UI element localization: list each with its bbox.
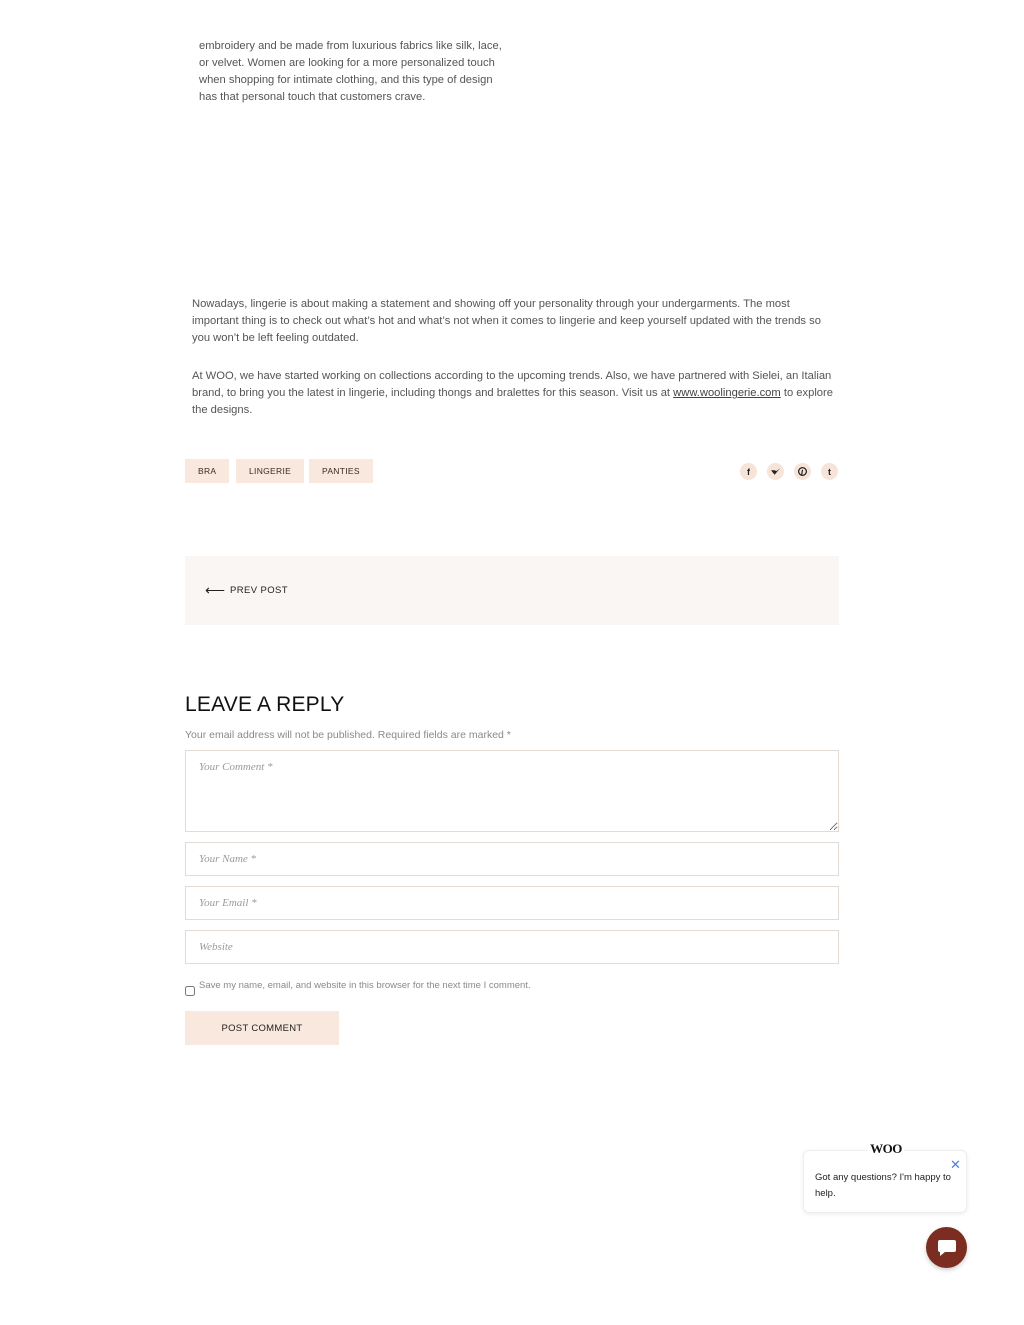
post-comment-button[interactable]: POST COMMENT [185,1011,339,1045]
tag-lingerie[interactable]: LINGERIE [236,459,304,483]
name-field[interactable] [185,842,839,876]
email-field[interactable] [185,886,839,920]
facebook-icon[interactable]: f [740,463,757,480]
tumblr-icon[interactable]: t [821,463,838,480]
article-paragraph-top: embroidery and be made from luxurious fabrics like silk, lace, or velvet. Women are looking for a more personalized touch when shopping for intimate clothing, and this type of design has that personal touch that customers crave. [199,40,502,103]
website-field[interactable] [185,930,839,964]
chat-logo: WOO [868,1141,904,1157]
chat-icon [937,1239,957,1257]
prev-post-link[interactable]: PREV POST [230,585,288,596]
save-info-label: Save my name, email, and website in this browser for the next time I comment. [199,980,531,991]
woolingerie-link[interactable]: www.woolingerie.com [673,387,781,399]
comment-field[interactable] [185,750,839,832]
chat-message: Got any questions? I'm happy to help. [815,1172,951,1199]
reply-heading: LEAVE A REPLY [185,693,345,716]
article-paragraph-2 [192,368,837,419]
paragraph-2-text-end: to explore the designs. [192,387,833,416]
arrow-left-icon[interactable]: ⟵ [205,582,226,598]
tag-bra[interactable]: BRA [185,459,229,483]
pinterest-icon[interactable] [794,463,811,480]
tag-panties[interactable]: PANTIES [309,459,373,483]
twitter-icon[interactable] [767,463,784,480]
article-paragraph-1: Nowadays, lingerie is about making a statement and showing off your personality through your undergarments. The most important thing is to check out what’s hot and what’s not when it comes to lingerie and keep yourself updated with the trends so you won’t be left feeling outdated. [192,298,821,344]
pinterest-shape [798,467,807,476]
paragraph-2-text-start: At WOO, we have started working on collections according to the upcoming trends. Also, we have partnered with Sielei, an Italian brand, to bring you the latest in lingerie, including thongs and bralettes for this season. Visit us at [192,370,832,399]
reply-note: Your email address will not be published. Required fields are marked * [185,729,511,741]
twitter-bird-shape [771,468,780,476]
save-info-checkbox[interactable] [185,986,195,996]
chat-launcher-button[interactable] [926,1227,967,1268]
close-icon[interactable]: ✕ [950,1157,961,1172]
